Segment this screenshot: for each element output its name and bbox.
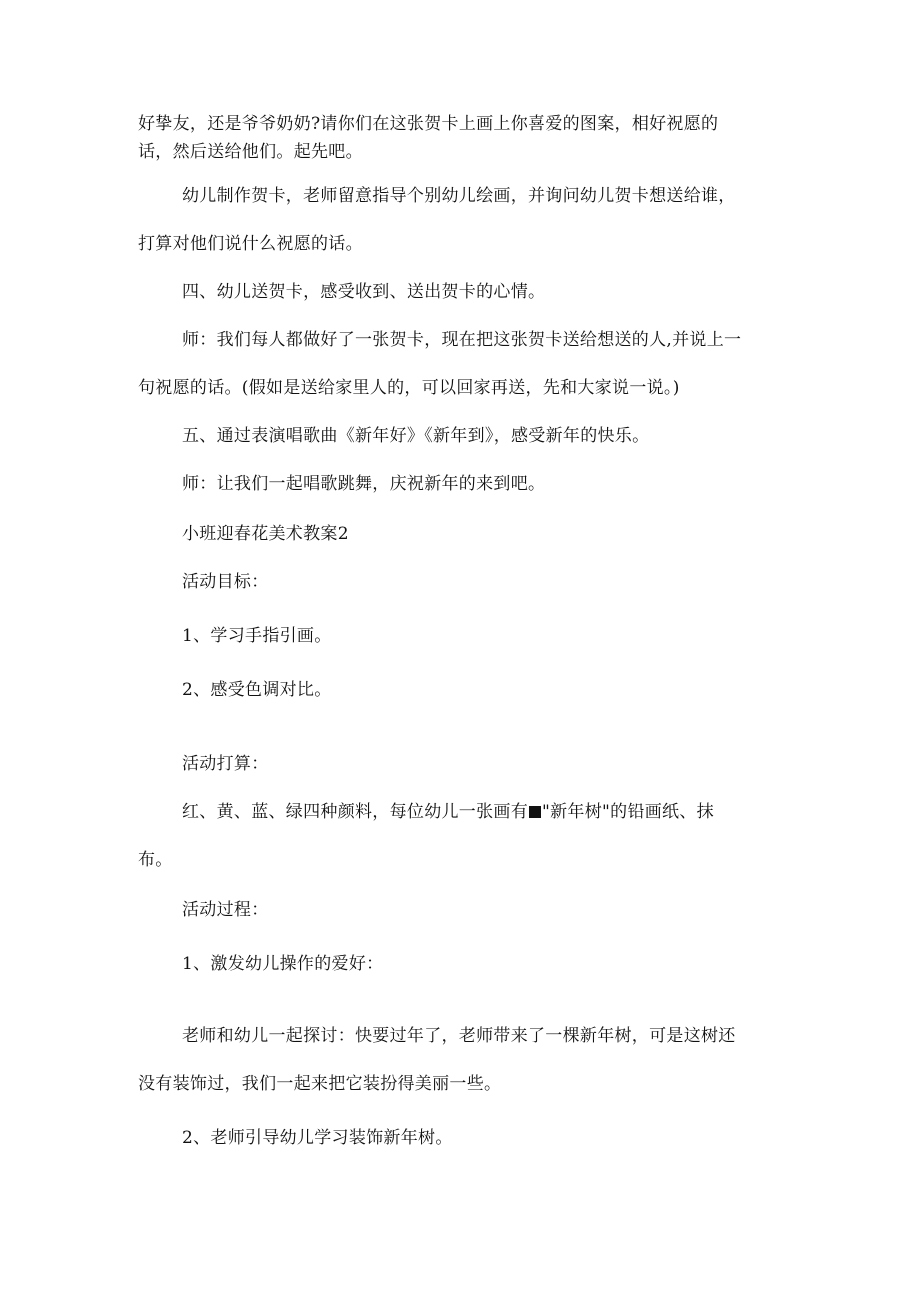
- process-step-2: 2、老师引导幼儿学习装饰新年树。: [182, 1128, 453, 1148]
- paragraph-line: 老师和幼儿一起探讨：快要过年了，老师带来了一棵新年树，可是这树还: [182, 1026, 736, 1046]
- black-square-icon: [529, 806, 541, 818]
- paragraph-line: 布。: [138, 850, 173, 870]
- goals-heading: 活动目标：: [182, 572, 269, 592]
- prep-text-before: 红、黄、蓝、绿四种颜料，每位幼儿一张画有: [182, 802, 528, 822]
- goal-item-1: 1、学习手指引画。: [182, 626, 332, 646]
- section-title: 小班迎春花美术教案2: [182, 524, 349, 544]
- prep-heading: 活动打算：: [182, 754, 269, 774]
- paragraph-line: 句祝愿的话。(假如是送给家里人的，可以回家再送，先和大家说一说。): [138, 378, 680, 398]
- process-step-1: 1、激发幼儿操作的爱好：: [182, 954, 384, 974]
- paragraph-line: 幼儿制作贺卡，老师留意指导个别幼儿绘画，并询问幼儿贺卡想送给谁，: [182, 186, 736, 206]
- paragraph-line: 好挚友，还是爷爷奶奶?请你们在这张贺卡上画上你喜爱的图案，相好祝愿的: [138, 114, 719, 134]
- prep-text-line: [182, 800, 714, 824]
- prep-text-after: "新年树"的铅画纸、抹: [542, 802, 714, 822]
- section-heading: 五、通过表演唱歌曲《新年好》《新年到》，感受新年的快乐。: [182, 426, 650, 446]
- goal-item-2: 2、感受色调对比。: [182, 680, 332, 700]
- paragraph-line: 打算对他们说什么祝愿的话。: [138, 234, 363, 254]
- process-heading: 活动过程：: [182, 900, 269, 920]
- paragraph-line: 师：我们每人都做好了一张贺卡，现在把这张贺卡送给想送的人,并说上一: [182, 330, 742, 350]
- section-heading: 四、幼儿送贺卡，感受收到、送出贺卡的心情。: [182, 282, 546, 302]
- paragraph-line: 话，然后送给他们。起先吧。: [138, 142, 363, 162]
- paragraph-line: 师：让我们一起唱歌跳舞，庆祝新年的来到吧。: [182, 474, 546, 494]
- paragraph-line: 没有装饰过，我们一起来把它装扮得美丽一些。: [138, 1074, 502, 1094]
